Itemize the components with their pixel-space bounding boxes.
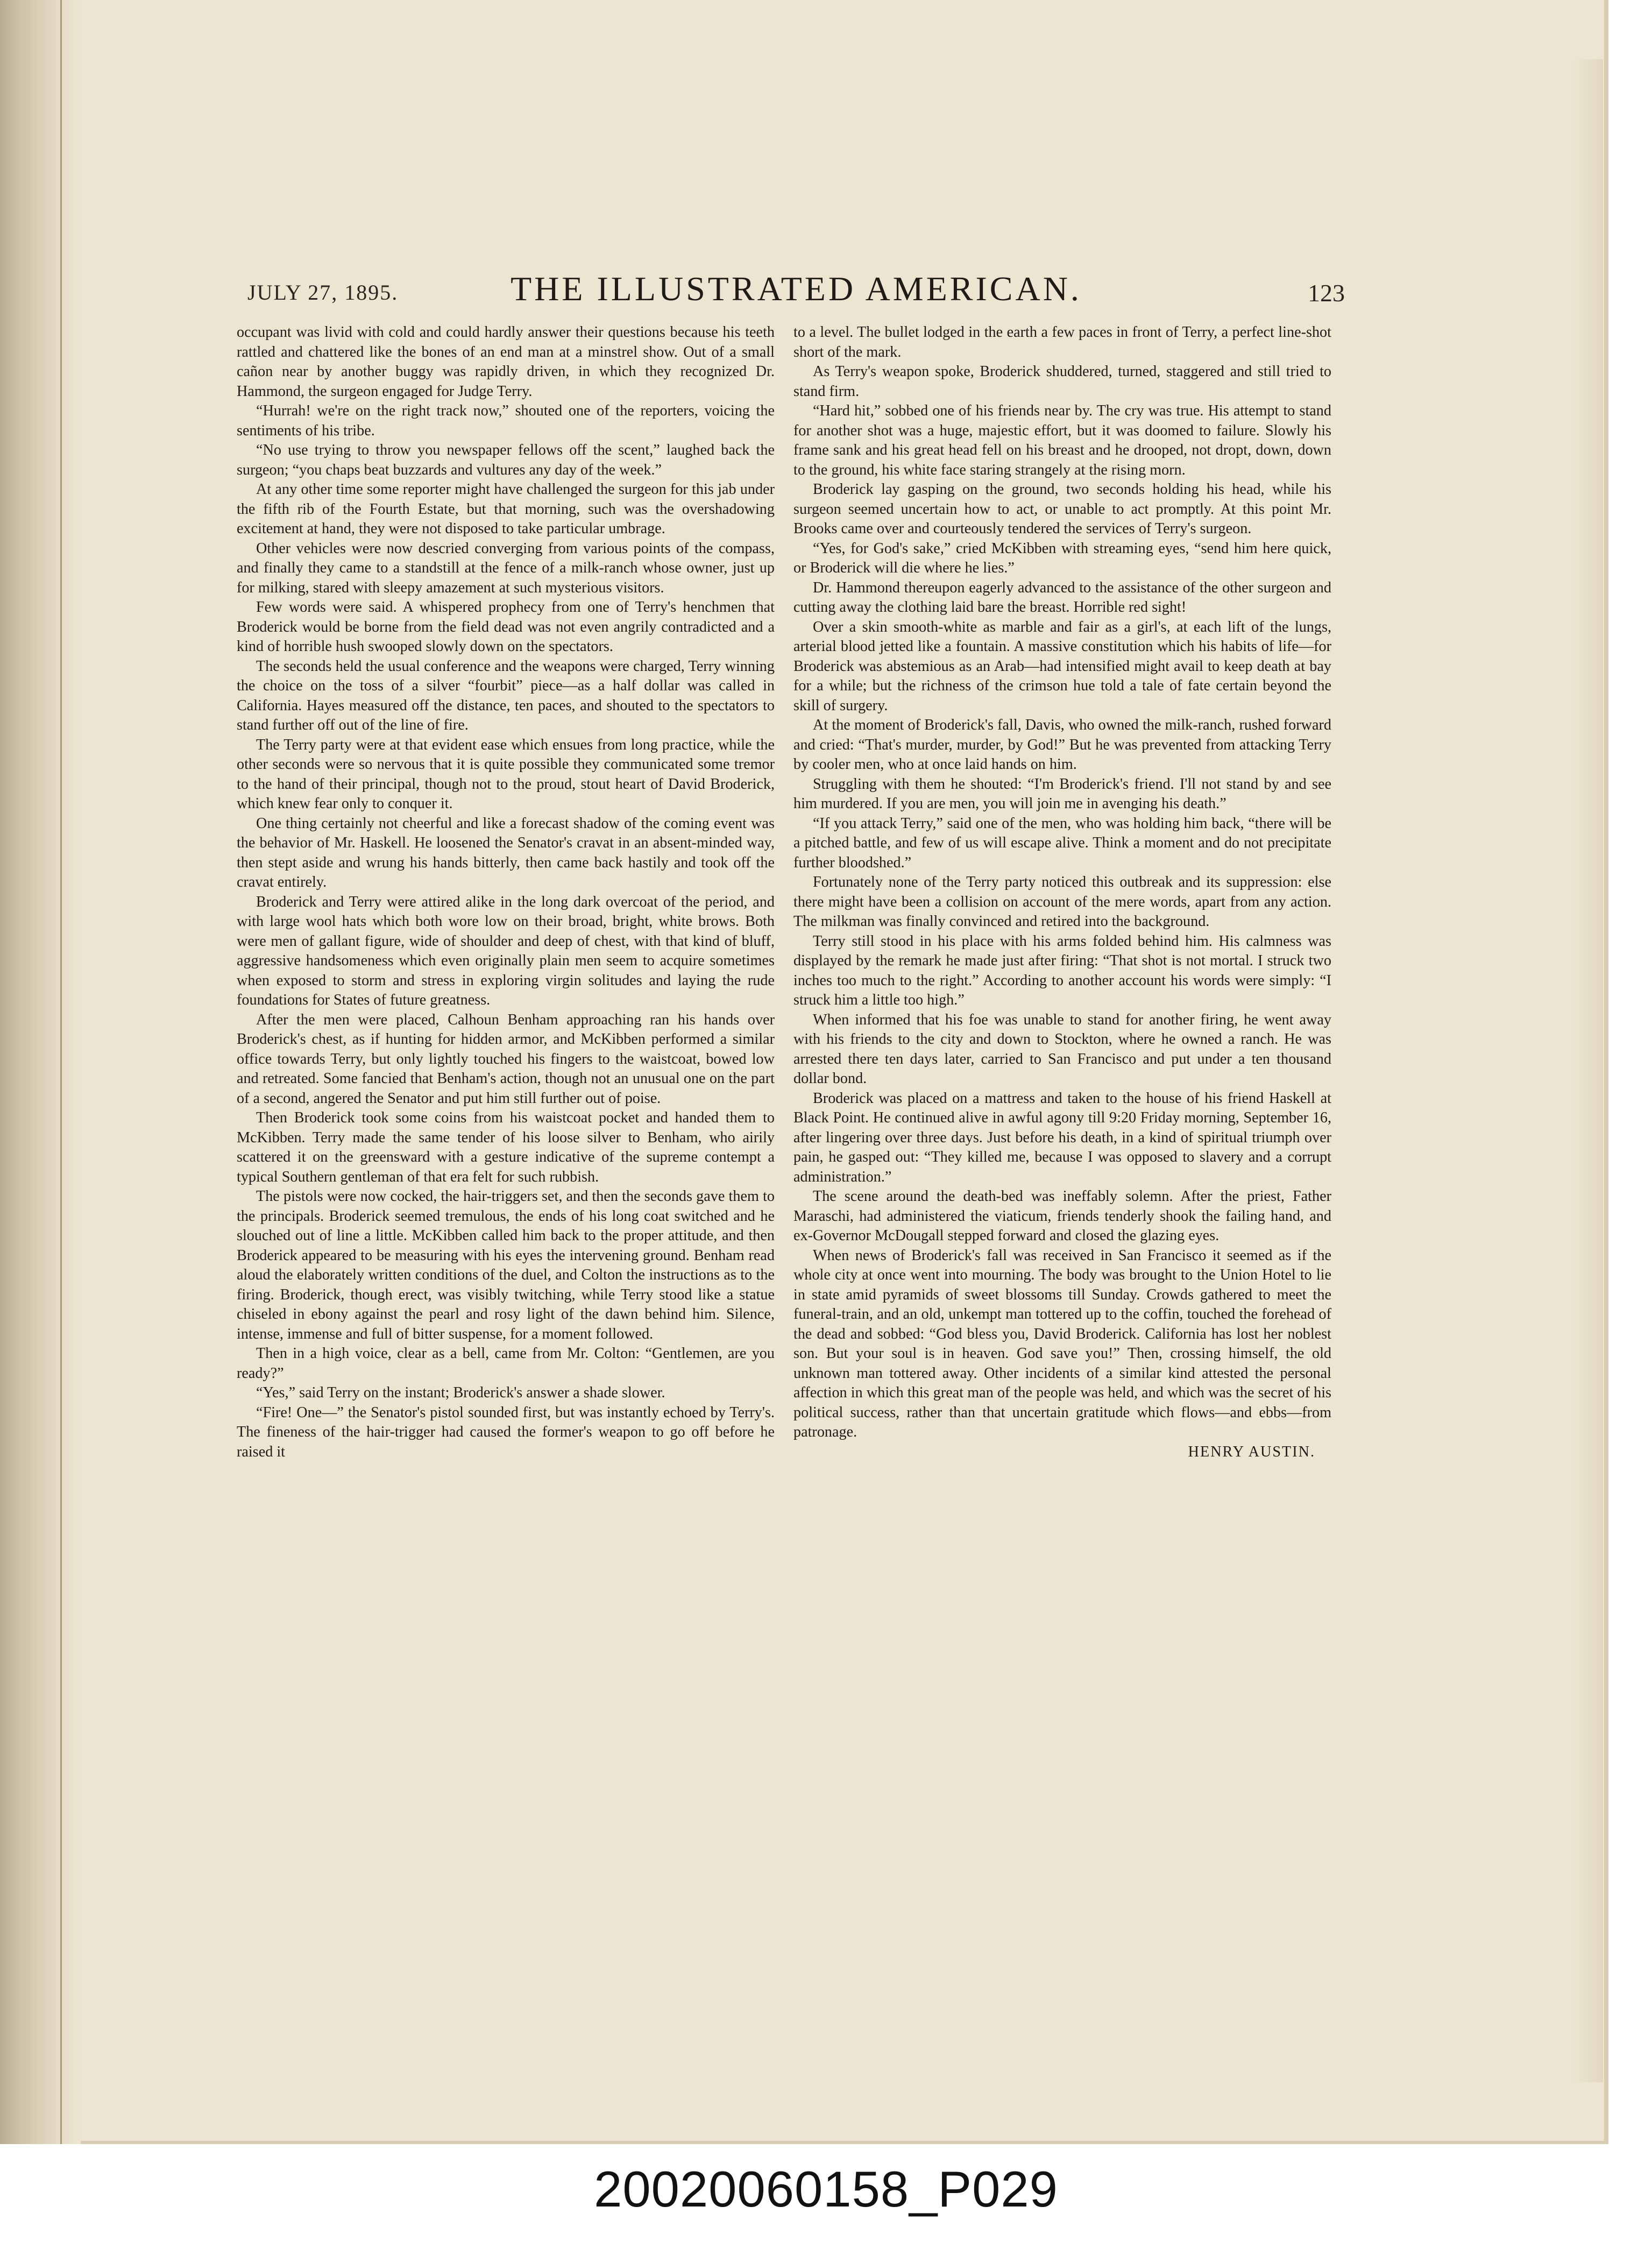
archive-identifier: 20020060158_P029 — [594, 2161, 1058, 2217]
paragraph: Other vehicles were now descried converging from various points of the compass, and finally they came to a standstill at the fence of a milk-ranch whose owner, just up for milking, stared with sleepy amazement at such mysterious visitors. — [237, 540, 775, 596]
binding-fold-line — [60, 0, 62, 2144]
paragraph: When news of Broderick's fall was received in San Francisco it seemed as if the whole city at once went into mourning. The body was brought to the Union Hotel to lie in state amid pyramids of sweet blossoms till Sunday. Crowds gathered to meet the funeral-train, and an old, unkempt man tottered up to the coffin, touched the forehead of the dead and sobbed: “God bless you, David Broderick. California has lost her noblest son. But your soul is in heaven. God save you!” Then, crossing himself, the old unknown man tottered away. Other incidents of a similar kind attested the personal affection in which this great man of the people was held, and which was the secret of his political success, rather than that uncertain gratitude which flows—and ebbs—from patronage. — [793, 1247, 1331, 1440]
page-gutter-shadow — [0, 0, 81, 2144]
paragraph: Over a skin smooth-white as marble and fair as a girl's, at each lift of the lungs, arterial blood jetted like a fountain. A massive constitution which his habits of life—for Broderick was abstemious as an Arab—had intensified might avail to keep death at bay for a while; but the richness of the crimson hue told a tale of fate certain beyond the skill of surgery. — [793, 618, 1331, 714]
paragraph: to a level. The bullet lodged in the earth a few paces in front of Terry, a perfect line-shot short of the mark. — [793, 324, 1331, 360]
paragraph: The pistols were now cocked, the hair-triggers set, and then the seconds gave them to the principals. Broderick seemed tremulous, the ends of his long coat switched and he slouched out of line a little. McKibben called him back to the proper attitude, and then Broderick appeared to be measuring with his eyes the intervening ground. Benham read aloud the elaborately written conditions of the duel, and Colton the instructions as to the firing. Broderick, though erect, was visibly twitching, while Terry stood like a statue chiseled in ebony against the pearl and rosy light of the dawn behind him. Silence, intense, immense and full of bitter suspense, for a moment followed. — [237, 1188, 775, 1342]
paragraph: Dr. Hammond thereupon eagerly advanced to the assistance of the other surgeon and cutting away the clothing laid bare the breast. Horrible red sight! — [793, 579, 1331, 616]
paragraph: Broderick was placed on a mattress and taken to the house of his friend Haskell at Black Point. He continued alive in awful agony till 9:20 Friday morning, September 16, after lingering over three days. Just before his death, in a kind of spiritual triumph over pain, he gasped out: “They killed me, because I was opposed to slavery and a corrupt administration.” — [793, 1090, 1331, 1185]
paragraph: At the moment of Broderick's fall, Davis, who owned the milk-ranch, rushed forward and cried: “That's murder, murder, by God!” But he was prevented from attacking Terry by cooler men, who at once laid hands on him. — [793, 717, 1331, 773]
paragraph: “If you attack Terry,” said one of the men, who was holding him back, “there will be a pitched battle, and few of us will escape alive. Think a moment and do not precipitate further bloodshed.” — [793, 815, 1331, 871]
paragraph: Broderick and Terry were attired alike in the long dark overcoat of the period, and with large wool hats which both wore low on their broad, bright, white brows. Both were men of gallant figure, wide of shoulder and deep of chest, with that kind of bluff, aggressive handsomeness which even originally plain men seem to acquire sometimes when exposed to storm and stress in exploring virgin solitudes and laying the rude foundations for States of future greatness. — [237, 893, 775, 1008]
paragraph: Then in a high voice, clear as a bell, came from Mr. Colton: “Gentlemen, are you ready?” — [237, 1345, 775, 1382]
paragraph: Then Broderick took some coins from his waistcoat pocket and handed them to McKibben. Terry made the same tender of his loose silver to Benham, who airily scattered it on the greensward with a gesture indicative of the supreme contempt a typical Southern gentleman of that era felt for such rubbish. — [237, 1109, 775, 1185]
paragraph: One thing certainly not cheerful and like a forecast shadow of the coming event was the behavior of Mr. Haskell. He loosened the Senator's cravat in an absent-minded way, then stept aside and wrung his hands bitterly, then came back hastily and took off the cravat entirely. — [237, 815, 775, 890]
paragraph: When informed that his foe was unable to stand for another firing, he went away with his friends to the city and down to Stockton, where he owned a ranch. He was arrested there ten days later, carried to San Francisco and put under a ten thousand dollar bond. — [793, 1011, 1331, 1087]
paragraph: “Hard hit,” sobbed one of his friends near by. The cry was true. His attempt to stand for another shot was a huge, majestic effort, but it was doomed to failure. Slowly his frame sank and his great head fell on his breast and he drooped, not dropt, down, down to the ground, his white face staring strangely at the rising morn. — [793, 402, 1331, 478]
paragraph: “Yes, for God's sake,” cried McKibben with streaming eyes, “send him here quick, or Broderick will die where he lies.” — [793, 540, 1331, 576]
paragraph: After the men were placed, Calhoun Benham approaching ran his hands over Broderick's chest, as if hunting for hidden armor, and McKibben performed a similar office towards Terry, but only lightly touched his fingers to the waistcoat, bowed low and retreated. Some fancied that Benham's action, though not an unusual one on the part of a second, angered the Senator and put him still further out of poise. — [237, 1011, 775, 1107]
page-edge-shading — [1571, 59, 1603, 2082]
issue-date: JULY 27, 1895. — [247, 280, 399, 305]
paragraph: “Yes,” said Terry on the instant; Broderick's answer a shade slower. — [256, 1384, 665, 1401]
paragraph: occupant was livid with cold and could hardly answer their questions because his teeth rattled and chattered like the bones of an end man at a minstrel show. Out of a small cañon near by another buggy was rapidly driven, in which they recognized Dr. Hammond, the surgeon engaged for Judge Terry. — [237, 324, 775, 400]
paragraph: Broderick lay gasping on the ground, two seconds holding his head, while his surgeon seemed uncertain how to act, or unable to act promptly. At this point Mr. Brooks came over and courteously tendered the services of Terry's surgeon. — [793, 481, 1331, 537]
running-header — [247, 269, 1345, 312]
paragraph: As Terry's weapon spoke, Broderick shuddered, turned, staggered and still tried to stand firm. — [793, 363, 1331, 400]
paragraph: The Terry party were at that evident ease which ensues from long practice, while the other seconds were so nervous that it is quite possible they communicated some tremor to the hand of their principal, though not to the proud, stout heart of David Broderick, which knew fear only to conquer it. — [237, 736, 775, 812]
article-column-left — [237, 323, 775, 1462]
paragraph: “Fire! One—” the Senator's pistol sounded first, but was instantly echoed by Terry's. The fineness of the hair-trigger had caused the former's weapon to go off before he raised it — [237, 1404, 775, 1460]
paragraph: At any other time some reporter might have challenged the surgeon for this jab under the fifth rib of the Fourth Estate, but that morning, such was the overshadowing excitement at hand, they were not disposed to take particular umbrage. — [237, 481, 775, 537]
paragraph: “No use trying to throw you newspaper fellows off the scent,” laughed back the surgeon; “you chaps beat buzzards and vultures any day of the week.” — [237, 442, 775, 478]
magazine-title: THE ILLUSTRATED AMERICAN. — [511, 270, 1082, 308]
paragraph: Struggling with them he shouted: “I'm Broderick's friend. I'll not stand by and see him murdered. If you are men, you will join me in avenging his death.” — [793, 775, 1331, 812]
paragraph: Few words were said. A whispered prophecy from one of Terry's henchmen that Broderick would be borne from the field dead was not even angrily contradicted and a kind of horrible hush swooped slowly down on the spectators. — [237, 599, 775, 655]
paragraph: Fortunately none of the Terry party noticed this outbreak and its suppression: else there might have been a collision on account of the mere words, apart from any action. The milkman was finally convinced and retired into the background. — [793, 874, 1331, 930]
article-column-right — [793, 323, 1331, 1462]
paragraph: “Hurrah! we're on the right track now,” shouted one of the reporters, voicing the sentiments of his tribe. — [237, 402, 775, 439]
paragraph: The scene around the death-bed was ineffably solemn. After the priest, Father Maraschi, had administered the viaticum, friends tenderly shook the failing hand, and ex-Governor McDougall stepped forward and closed the glazing eyes. — [793, 1188, 1331, 1244]
paragraph: The seconds held the usual conference and the weapons were charged, Terry winning the choice on the toss of a silver “fourbit” piece—as a half dollar was called in California. Hayes measured off the distance, ten paces, and shouted to the spectators to stand further off out of the line of fire. — [237, 657, 775, 733]
paragraph: Terry still stood in his place with his arms folded behind him. His calmness was displayed by the remark he made just after firing: “That shot is not mortal. I struck two inches too much to the right.” According to another account his words were simply: “I struck him a little too high.” — [793, 932, 1331, 1008]
author-signature: HENRY AUSTIN. — [1188, 1443, 1315, 1460]
page-number: 123 — [1308, 279, 1345, 307]
